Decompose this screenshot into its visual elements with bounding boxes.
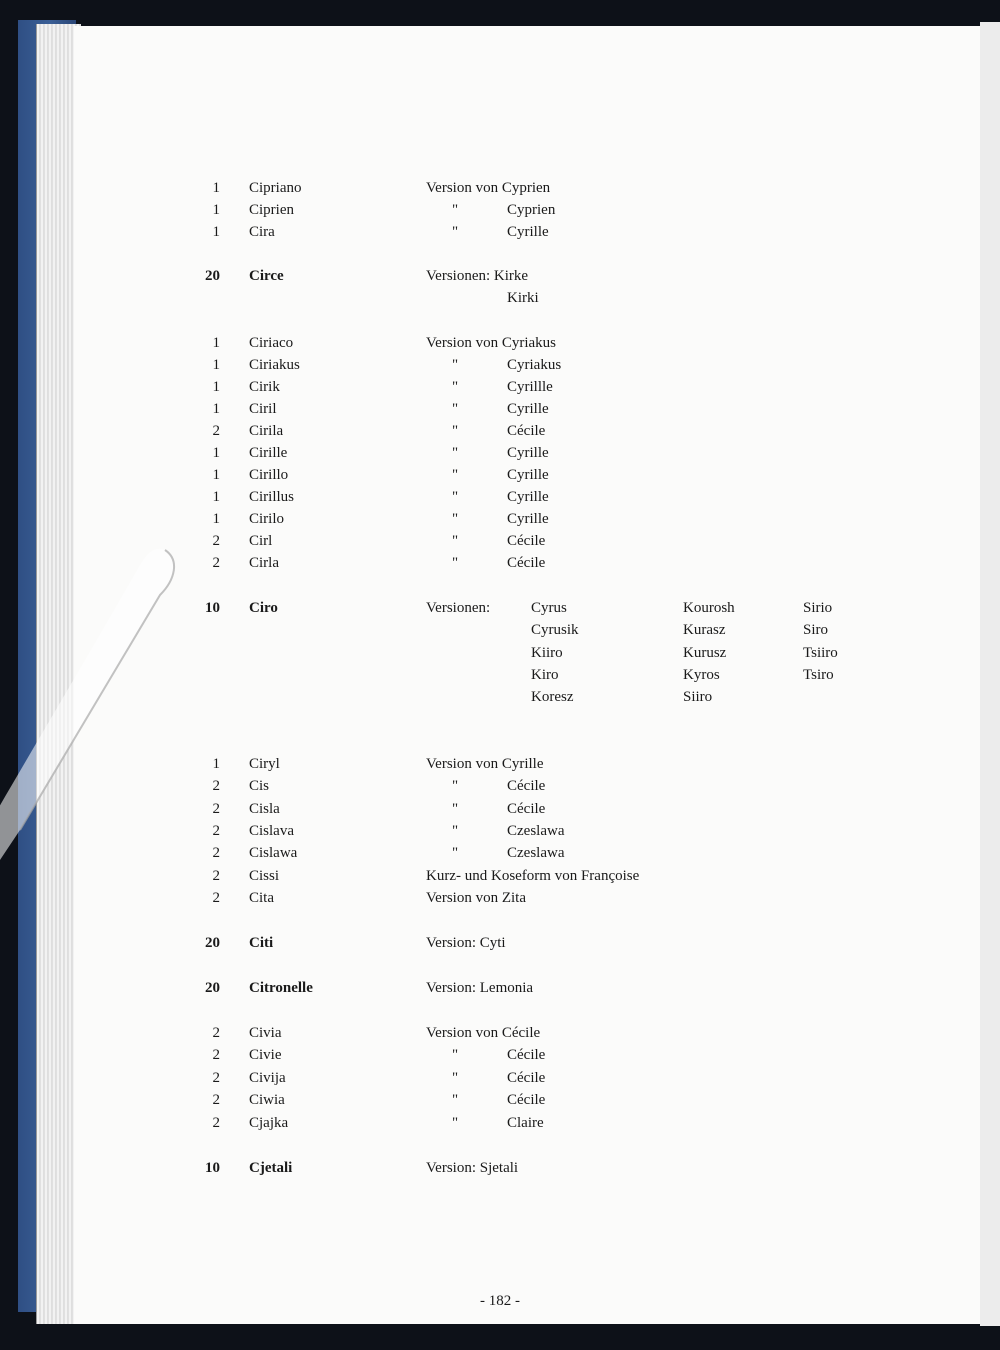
entry-target: Cécile	[507, 423, 546, 439]
entry-number: 2	[212, 890, 220, 906]
entry-name: Cirillus	[249, 489, 295, 505]
ciro-version-item: Kiiro	[531, 644, 563, 661]
ditto-mark: "	[452, 555, 459, 571]
entry-name: Cislawa	[249, 845, 298, 861]
ciro-version-item: Tsiro	[803, 666, 834, 683]
entry-number: 1	[212, 445, 220, 461]
entry-name: Civie	[249, 1047, 282, 1063]
ditto-mark: "	[452, 511, 459, 527]
entry-name: Citronelle	[249, 980, 313, 996]
entry-target: Sjetali	[479, 1160, 519, 1176]
entry-number: 10	[205, 1160, 220, 1176]
entry-name: Ciryl	[249, 756, 280, 772]
entry-number: 2	[212, 845, 220, 861]
ditto-mark: "	[452, 401, 459, 417]
entry-name: Civia	[249, 1025, 282, 1041]
entry-number: 1	[212, 467, 220, 483]
entry-relation: Version von	[426, 1025, 502, 1041]
entry-number: 2	[212, 1025, 220, 1041]
entry-number: 1	[212, 489, 220, 505]
entry-relation: Version von	[426, 756, 502, 772]
ditto-mark: "	[452, 801, 459, 817]
entry-target: Claire	[507, 1115, 544, 1131]
ciro-version-item: Siiro	[683, 689, 713, 706]
entry-relation: Version:	[426, 935, 480, 951]
entry-target: Cécile	[507, 1047, 546, 1063]
entry-target: Cyrille	[507, 224, 549, 240]
ditto-mark: "	[452, 1070, 459, 1086]
entry-target: Cyrille	[501, 756, 544, 772]
entry-name: Cita	[249, 890, 274, 906]
entry-target: Cyprien	[501, 180, 551, 196]
page-number: - 182 -	[480, 1293, 520, 1309]
entry-number: 2	[212, 823, 220, 839]
entry-number: 2	[212, 778, 220, 794]
entry-name: Ciwia	[249, 1092, 285, 1108]
entry-name: Circe	[249, 268, 284, 284]
entry-target: Cyriakus	[507, 357, 562, 373]
entry-name: Cjajka	[249, 1115, 289, 1131]
ditto-mark: "	[452, 445, 459, 461]
entry-name: Ciprien	[249, 202, 294, 218]
ditto-mark: "	[452, 1047, 459, 1063]
ciro-version-item: Kiro	[531, 666, 559, 683]
entry-number: 1	[212, 180, 220, 196]
entry-number: 2	[212, 555, 220, 571]
entry-number: 1	[212, 401, 220, 417]
ciro-version-item: Cyrus	[531, 600, 567, 616]
entry-number: 2	[212, 801, 220, 817]
entry-number: 1	[212, 202, 220, 218]
entry-name: Ciriakus	[249, 357, 300, 373]
entry-target: Cécile	[507, 533, 546, 549]
entry-target: Cécile	[507, 1070, 546, 1086]
entry-name: Cipriano	[249, 180, 302, 196]
entry-number: 1	[212, 756, 220, 772]
entry-relation: Kurz- und Koseform von	[426, 868, 581, 884]
entry-target: Cécile	[507, 778, 546, 794]
entry-target: Kirki	[507, 290, 539, 306]
background	[0, 1326, 1000, 1350]
entry-name: Cis	[249, 778, 270, 794]
ciro-version-item: Siro	[803, 622, 829, 639]
entry-target: Cyrille	[507, 445, 549, 461]
entry-number: 2	[212, 423, 220, 439]
entry-name: Civija	[249, 1070, 286, 1086]
entry-name: Cirilo	[249, 511, 285, 527]
entry-number: 1	[212, 224, 220, 240]
ciro-version-item: Koresz	[531, 689, 574, 706]
entry-relation: Versionen:	[426, 268, 494, 284]
ciro-version-item: Kurusz	[683, 644, 727, 661]
entry-target: Czeslawa	[507, 823, 565, 839]
entry-number: 2	[212, 868, 220, 884]
entry-target: Cyrille	[507, 489, 549, 505]
ditto-mark: "	[452, 1092, 459, 1108]
entry-number: 20	[205, 980, 220, 996]
entry-target: Cyprien	[507, 202, 556, 218]
ditto-mark: "	[452, 778, 459, 794]
entry-target: Cécile	[507, 801, 546, 817]
ditto-mark: "	[452, 1115, 459, 1131]
entry-target: Cyti	[479, 935, 506, 951]
entry-relation: Version:	[426, 980, 480, 996]
ciro-version-item: Sirio	[803, 600, 833, 616]
ciro-version-item: Kourosh	[683, 600, 735, 616]
entry-name: Cirillo	[249, 467, 289, 483]
entry-name: Cirille	[249, 445, 288, 461]
ditto-mark: "	[452, 202, 459, 218]
entry-target: Cécile	[507, 1092, 546, 1108]
ciro-version-item: Kurasz	[683, 622, 726, 639]
entry-number: 2	[212, 1070, 220, 1086]
entry-target: Cyrille	[507, 401, 549, 417]
ciro-version-item: Tsiiro	[803, 644, 838, 661]
entry-name: Cirla	[249, 555, 279, 571]
entry-number: 1	[212, 335, 220, 351]
entry-name: Cira	[249, 224, 275, 240]
entry-target: Cécile	[507, 555, 546, 571]
entry-target: Czeslawa	[507, 845, 565, 861]
ditto-mark: "	[452, 224, 459, 240]
entry-number: 1	[212, 511, 220, 527]
ditto-mark: "	[452, 845, 459, 861]
ditto-mark: "	[452, 423, 459, 439]
entry-relation: Version von	[426, 180, 502, 196]
ditto-mark: "	[452, 357, 459, 373]
entry-target: Zita	[501, 890, 526, 906]
entry-name: Citi	[249, 935, 274, 951]
entry-relation: Version von	[426, 335, 502, 351]
ditto-mark: "	[452, 467, 459, 483]
entry-name: Ciril	[249, 401, 277, 417]
entry-name: Cjetali	[249, 1160, 293, 1176]
entry-number: 1	[212, 357, 220, 373]
entry-target: Cécile	[501, 1025, 541, 1041]
entry-name: Cirila	[249, 423, 284, 439]
entry-target: Cyrille	[507, 511, 549, 527]
entry-target: Françoise	[580, 868, 640, 884]
entry-number: 10	[205, 600, 220, 616]
ditto-mark: "	[452, 823, 459, 839]
ditto-mark: "	[452, 533, 459, 549]
entry-name: Cirl	[249, 533, 273, 549]
ditto-mark: "	[452, 489, 459, 505]
entry-relation: Version:	[426, 1160, 480, 1176]
entry-number: 2	[212, 1047, 220, 1063]
ditto-mark: "	[452, 379, 459, 395]
entry-name: Cissi	[249, 868, 280, 884]
entry-number: 2	[212, 1115, 220, 1131]
entry-number: 2	[212, 533, 220, 549]
ciro-version-item: Cyrusik	[531, 622, 579, 639]
entry-number: 20	[205, 935, 220, 951]
entry-target: Kirke	[493, 268, 529, 284]
entry-name: Cirik	[249, 379, 280, 395]
entry-relation: Version von	[426, 890, 502, 906]
facing-page-edge	[980, 22, 1000, 1328]
entry-relation: Versionen:	[426, 600, 491, 616]
entry-target: Cyrillle	[507, 379, 553, 395]
entry-name: Cislava	[249, 823, 294, 839]
entry-number: 20	[205, 268, 220, 284]
entry-number: 1	[212, 379, 220, 395]
entry-name: Ciro	[249, 600, 278, 616]
entry-target: Lemonia	[479, 980, 534, 996]
ciro-version-item: Kyros	[683, 666, 720, 683]
entry-target: Cyrille	[507, 467, 549, 483]
entry-name: Cisla	[249, 801, 280, 817]
entry-target: Cyriakus	[501, 335, 556, 351]
entry-name: Ciriaco	[249, 335, 294, 351]
entry-number: 2	[212, 1092, 220, 1108]
